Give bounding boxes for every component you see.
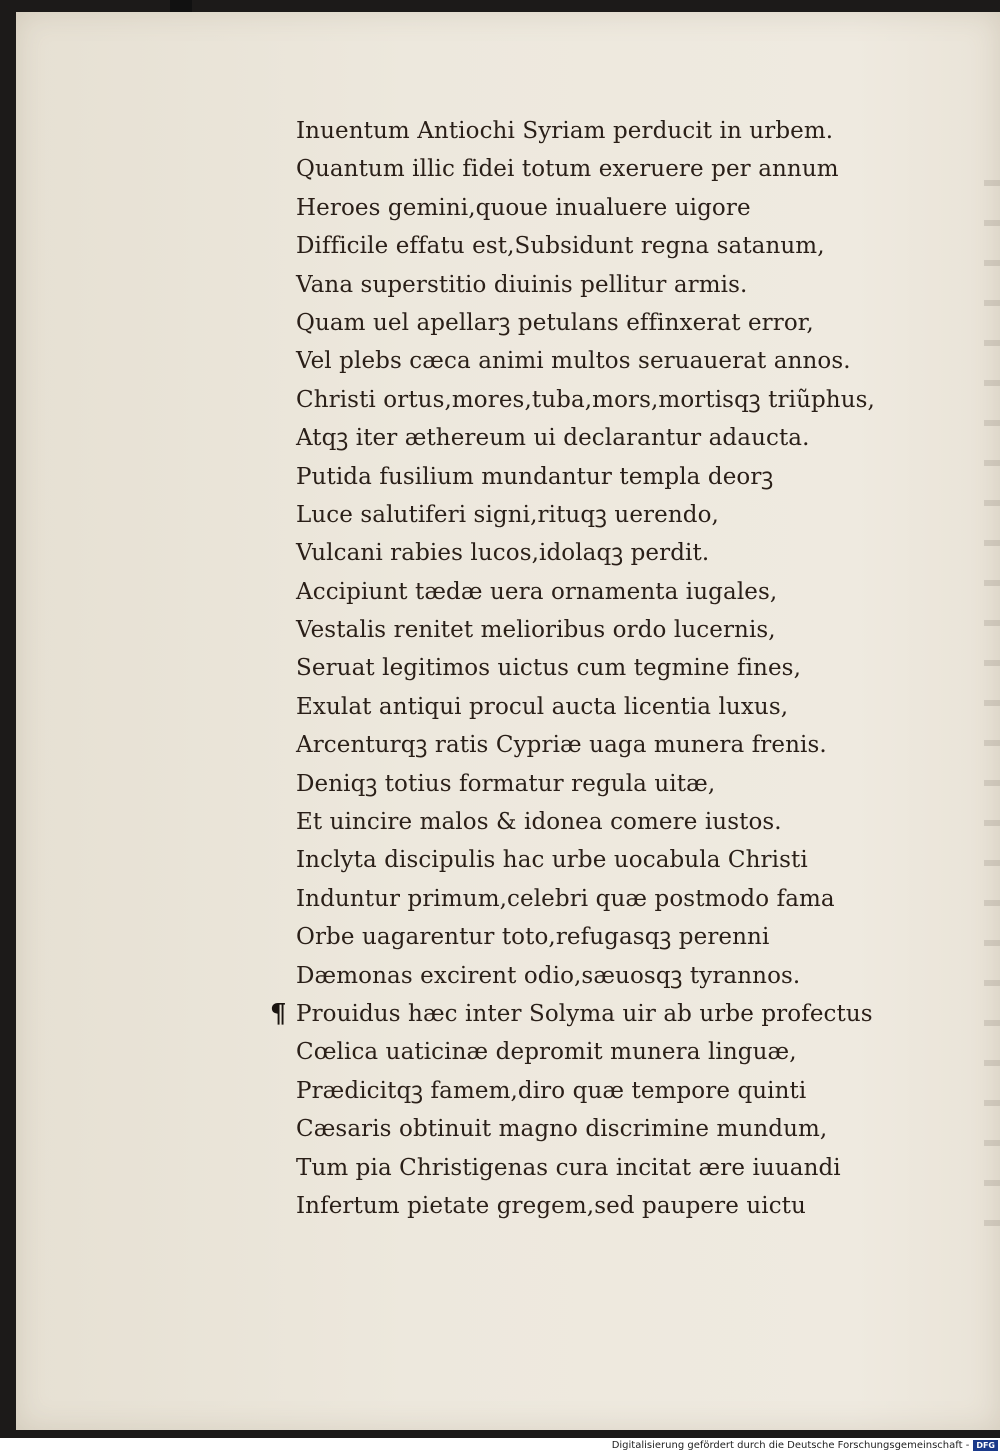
verse-text: Exulat antiqui procul aucta licentia luxus, [296, 693, 789, 720]
verse-text: Inuentum Antiochi Syriam perducit in urbem. [296, 118, 834, 144]
verse-line [296, 266, 946, 304]
verse-text: Quam uel apellarꝫ petulans effinxerat error, [296, 309, 814, 336]
verse-text: Quantum illic fidei totum exeruere per annum [296, 156, 839, 183]
verse-line [296, 611, 946, 649]
verse-text: Dæmonas excirent odio,sæuosqꝫ tyrannos. [296, 962, 801, 989]
verse-line [296, 1072, 946, 1110]
verse-line [296, 918, 946, 956]
verse-line [296, 765, 946, 803]
verse-line [296, 342, 946, 380]
facing-page-bleed [984, 152, 1000, 1252]
verse-line [296, 1149, 946, 1187]
verse-text: Orbe uagarentur toto,refugasqꝫ perenni [296, 924, 770, 951]
digitization-footer [0, 1438, 1000, 1452]
verse-line [296, 458, 946, 496]
verse-text: Vana superstitio diuinis pellitur armis. [296, 271, 748, 298]
verse-line [296, 803, 946, 841]
verse-line [296, 112, 946, 150]
verse-line [296, 880, 946, 918]
verse-text: Atqꝫ iter æthereum ui declarantur adaucta. [296, 425, 810, 452]
verse-line [270, 995, 946, 1033]
verse-text-block [270, 112, 946, 1225]
verse-text: Vulcani rabies lucos,idolaqꝫ perdit. [296, 540, 710, 567]
verse-line [296, 649, 946, 687]
verse-line [296, 1110, 946, 1148]
verse-text: Inclyta discipulis hac urbe uocabula Christi [296, 847, 808, 874]
verse-text: Infertum pietate gregem,sed paupere uictu [296, 1192, 806, 1219]
verse-text: Vel plebs cæca animi multos seruauerat annos. [296, 348, 851, 375]
verse-text: Putida fusilium mundantur templa deorꝫ [296, 463, 774, 490]
verse-line [296, 573, 946, 611]
verse-text: Et uincire malos & idonea comere iustos. [296, 809, 782, 836]
verse-line [296, 189, 946, 227]
verse-line [296, 534, 946, 572]
verse-line [296, 150, 946, 188]
verse-line [296, 304, 946, 342]
verse-line [296, 227, 946, 265]
verse-text: Deniqꝫ totius formatur regula uitæ, [296, 770, 716, 797]
verse-text: Luce salutiferi signi,rituqꝫ uerendo, [296, 501, 719, 528]
verse-line [296, 1033, 946, 1071]
verse-line [296, 841, 946, 879]
verse-text: Vestalis renitet melioribus ordo lucernis, [296, 617, 776, 644]
verse-text: Arcenturqꝫ ratis Cypriæ uaga munera frenis. [296, 732, 827, 759]
verse-text: Tum pia Christigenas cura incitat ære iuuandi [296, 1154, 841, 1181]
verse-line [296, 419, 946, 457]
verse-line [296, 688, 946, 726]
verse-text: Difficile effatu est,Subsidunt regna satanum, [296, 233, 825, 260]
verse-text: Heroes gemini,quoue inualuere uigore [296, 194, 751, 221]
verse-text: Cæsaris obtinuit magno discrimine mundum, [296, 1116, 828, 1143]
verse-line [296, 957, 946, 995]
verse-line [296, 381, 946, 419]
verse-line [296, 1187, 946, 1225]
paragraph-mark: ¶ [270, 998, 287, 1029]
verse-line [296, 496, 946, 534]
verse-text: Accipiunt tædæ uera ornamenta iugales, [296, 578, 778, 605]
verse-text: Seruat legitimos uictus cum tegmine fines, [296, 655, 801, 682]
funding-credit: Digitalisierung gefördert durch die Deutsche Forschungsgemeinschaft - [611, 1439, 970, 1451]
verse-line [296, 726, 946, 764]
verse-text: Christi ortus,mores,tuba,mors,mortisqꝫ triũphus, [296, 386, 875, 413]
verse-text: Induntur primum,celebri quæ postmodo fama [296, 885, 835, 912]
verse-text: Prouidus hæc inter Solyma uir ab urbe profectus [296, 1000, 873, 1027]
verse-text: Prædicitqꝫ famem,diro quæ tempore quinti [296, 1077, 807, 1104]
verse-text: Cœlica uaticinæ depromit munera linguæ, [296, 1039, 797, 1066]
dfg-logo: DFG [973, 1440, 998, 1451]
